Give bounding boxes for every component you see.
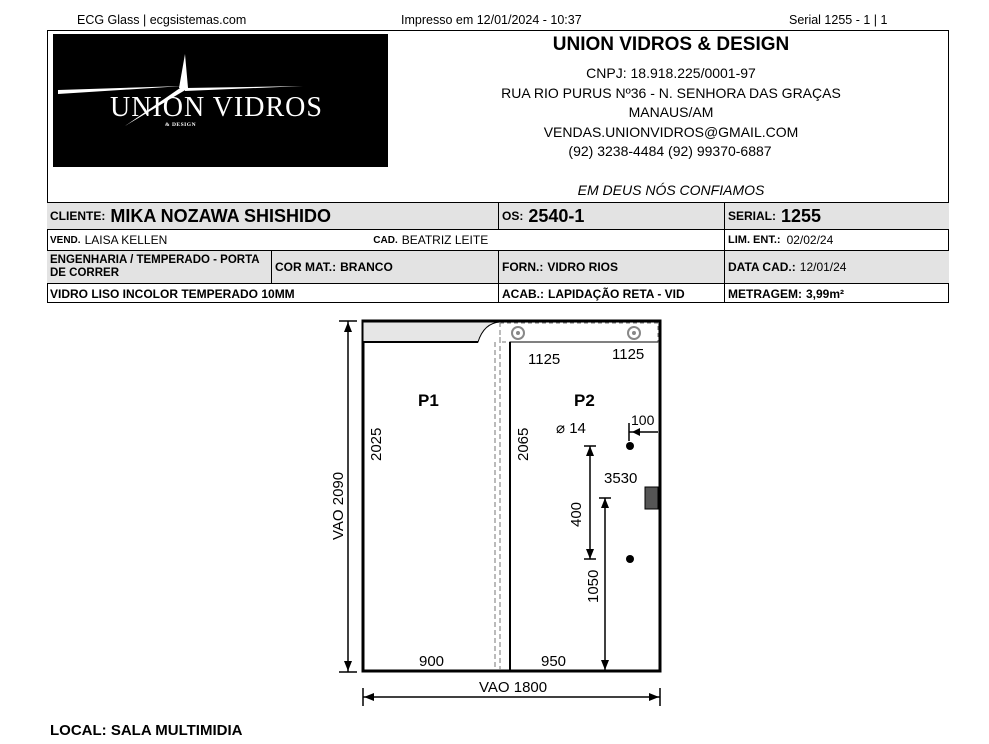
handle-icon — [645, 487, 658, 509]
metragem-label: METRAGEM: — [728, 286, 802, 301]
cor-label: COR MAT.: — [275, 260, 337, 274]
dim-vao-w-arrow-right — [649, 693, 659, 701]
company-phones: (92) 3238-4484 (92) 99370-6887 — [568, 143, 772, 159]
location-label: LOCAL: SALA MULTIMIDIA — [50, 722, 243, 739]
os-label: OS: — [502, 209, 524, 223]
dim-900: 900 — [419, 653, 445, 670]
dim-400: 400 — [568, 501, 585, 527]
vend-label: VEND. — [50, 234, 81, 246]
acab-label: ACAB.: — [502, 286, 544, 301]
print-date: Impresso em 12/01/2024 - 10:37 — [401, 13, 582, 27]
dim-1050-arrow-down — [601, 660, 609, 670]
cor-value: BRANCO — [340, 260, 393, 274]
hole-top — [626, 442, 634, 450]
company-cnpj: CNPJ: 18.918.225/0001-97 — [586, 65, 756, 81]
company-email: VENDAS.UNIONVIDROS@GMAIL.COM — [543, 124, 799, 140]
dim-vao-h-arrow-down — [344, 661, 352, 671]
dim-1125-right: 1125 — [612, 346, 645, 363]
dim-vao-width: VAO 1800 — [479, 679, 548, 696]
roller-icon — [628, 327, 640, 339]
dim-vao-w-arrow-left — [364, 693, 374, 701]
panel-p1-label: P1 — [418, 391, 439, 410]
serial-page: Serial 1255 - 1 | 1 — [789, 13, 888, 27]
company-name: UNION VIDROS & DESIGN — [552, 34, 790, 55]
system-name: ECG Glass | ecgsistemas.com — [77, 13, 247, 27]
dim-1125-left: 1125 — [528, 351, 561, 368]
logo-wordmark: UNION VIDROS — [110, 92, 323, 123]
acab-value: LAPIDAÇÃO RETA - VID — [548, 286, 685, 301]
top-rail — [363, 322, 500, 342]
roller-icon — [512, 327, 524, 339]
forn-value: VIDRO RIOS — [547, 260, 619, 274]
door-outline — [363, 321, 660, 671]
logo-subtitle: & DESIGN — [165, 122, 197, 128]
dim-2025: 2025 — [368, 427, 385, 461]
tipo-value: ENGENHARIA / TEMPERADO - PORTA DE CORRER — [50, 254, 260, 279]
dim-vao-h-arrow-up — [344, 322, 352, 332]
dim-3530: 3530 — [604, 470, 638, 487]
company-address: RUA RIO PURUS Nº36 - N. SENHORA DAS GRAÇAS — [501, 85, 841, 101]
cliente-value: MIKA NOZAWA SHISHIDO — [110, 205, 332, 226]
dim-100: 100 — [631, 412, 655, 428]
serial-value: 1255 — [781, 205, 822, 226]
company-city: MANAUS/AM — [628, 104, 714, 120]
dim-400-arrow-down — [586, 549, 594, 559]
os-value: 2540-1 — [528, 205, 585, 226]
metragem-value: 3,99m² — [806, 286, 845, 301]
panel-p2-label: P2 — [574, 391, 595, 410]
cad-value: BEATRIZ LEITE — [401, 233, 489, 247]
cliente-label: CLIENTE: — [50, 209, 106, 223]
dim-950: 950 — [541, 653, 567, 670]
dim-400-arrow-up — [586, 446, 594, 456]
dim-diameter: ⌀ 14 — [556, 420, 586, 437]
dim-vao-height: VAO 2090 — [330, 471, 347, 540]
dim-100-arrow — [632, 428, 640, 436]
cad-label: CAD. — [373, 234, 398, 246]
datacad-value: 12/01/24 — [799, 260, 847, 274]
dim-1050-arrow-up — [601, 498, 609, 508]
dim-2065: 2065 — [515, 427, 532, 461]
vidro-value: VIDRO LISO INCOLOR TEMPERADO 10MM — [50, 286, 295, 301]
dim-1050: 1050 — [585, 569, 602, 603]
lim-value: 02/02/24 — [786, 233, 834, 247]
forn-label: FORN.: — [502, 260, 544, 274]
hole-bottom — [626, 555, 634, 563]
lim-label: LIM. ENT.: — [728, 234, 781, 246]
serial-label: SERIAL: — [728, 209, 776, 223]
vend-value: LAISA KELLEN — [84, 233, 168, 247]
datacad-label: DATA CAD.: — [728, 260, 796, 274]
company-motto: EM DEUS NÓS CONFIAMOS — [577, 182, 765, 198]
